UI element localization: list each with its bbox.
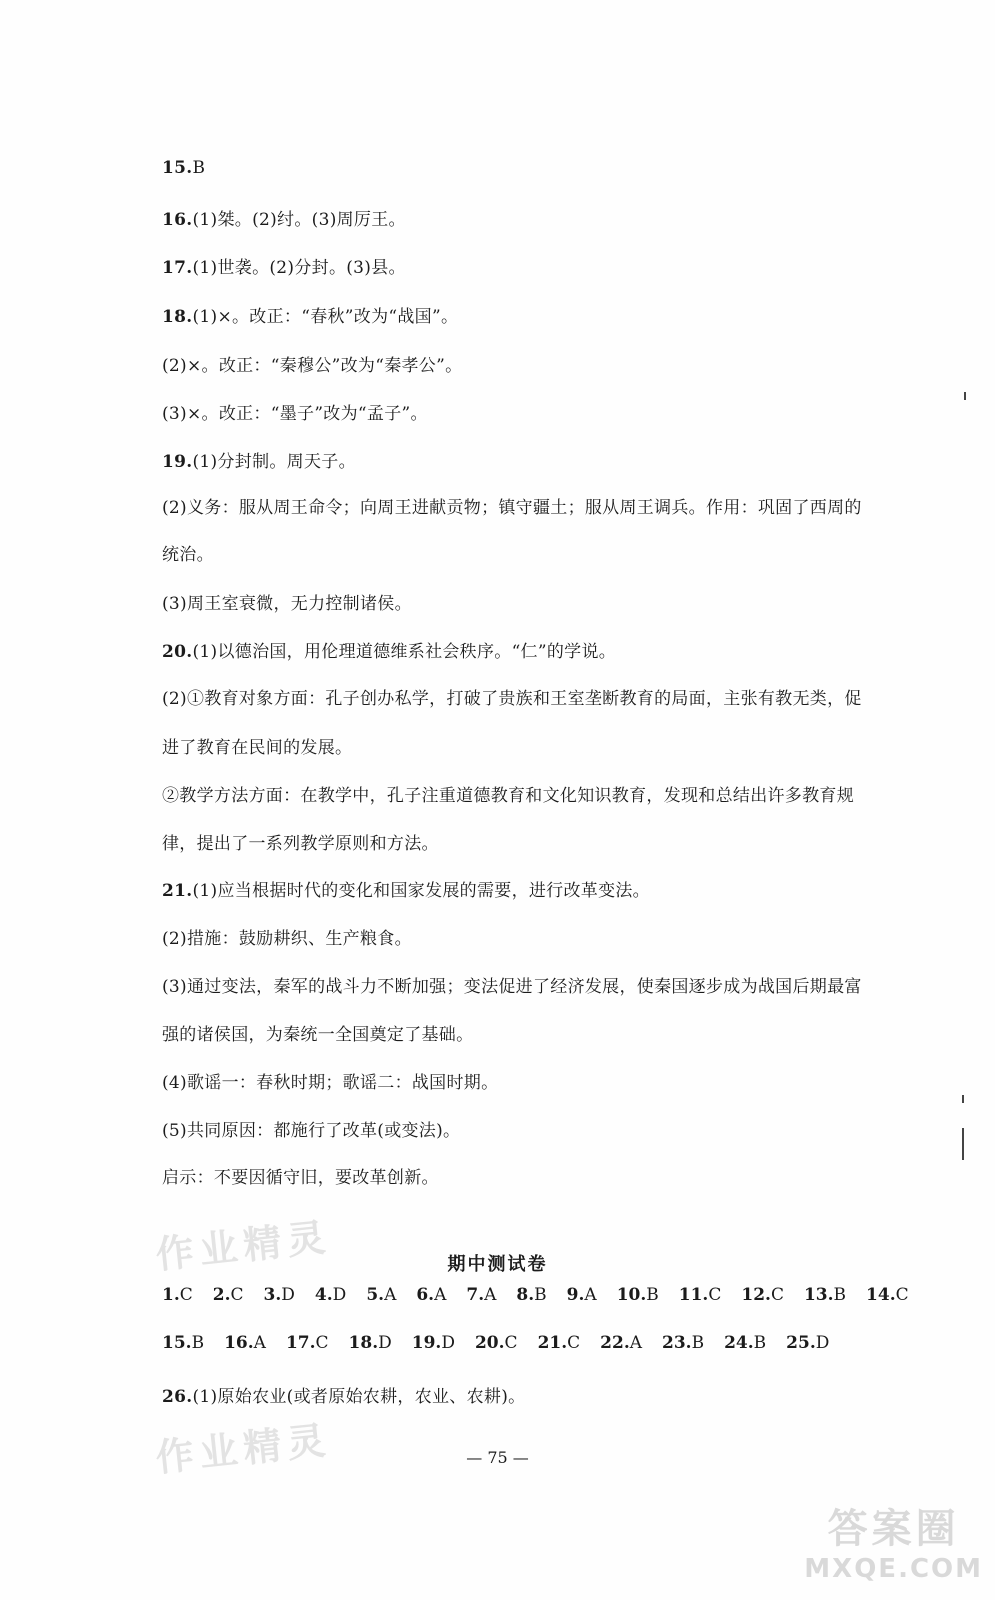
answer-text: (1)以德治国，用伦理道德维系社会秩序。“仁”的学说。 [192,642,617,662]
mc-choice: D [378,1333,392,1353]
mc-answer [349,1333,392,1353]
mc-choice: A [584,1285,597,1305]
question-number: 18. [162,307,193,327]
answer-text: 进了教育在民间的发展。 [162,738,353,758]
mc-answer [567,1285,597,1305]
mc-choice: B [833,1285,847,1305]
mc-choice: B [534,1285,547,1305]
mc-answer [466,1285,496,1305]
mc-choice: B [691,1333,705,1353]
site-logo [804,1497,983,1584]
mc-answer [866,1285,909,1305]
question-number: 16. [162,210,193,230]
answer-text: (1)世袭。(2)分封。(3)县。 [192,258,406,278]
mc-number: 17. [285,1333,316,1353]
answer-text: (3)通过变法，秦军的战斗力不断加强；变法促进了经济发展，使秦国逐步成为战国后期最富 [162,977,862,997]
scan-edge-mark [962,1128,964,1160]
question-number: 21. [162,881,193,901]
answer-line [162,158,205,178]
mc-answer [804,1285,846,1305]
question-number: 20. [162,642,193,662]
answer-line [162,876,650,901]
answer-line [162,399,428,424]
mc-number: 14. [866,1285,896,1305]
mc-choice: A [434,1285,447,1305]
mc-choice: D [332,1285,347,1305]
mc-number: 9. [566,1285,585,1305]
scan-edge-mark [964,392,966,400]
answer-text: (1)桀。(2)纣。(3)周厉王。 [192,210,406,230]
mc-number: 4. [314,1285,333,1305]
mc-answer [412,1333,455,1353]
mc-answer [617,1285,659,1305]
mc-answer [162,1285,193,1305]
answer-line [162,684,862,709]
mc-choice: C [504,1333,518,1353]
watermark: 作业精灵 [153,1214,334,1278]
mc-answer [162,1333,204,1353]
answer-line [162,540,214,565]
mc-number: 10. [616,1285,647,1305]
mc-choice: C [708,1285,722,1305]
mc-number: 20. [474,1333,505,1353]
q26-line [162,1382,525,1407]
mc-answer [213,1285,244,1305]
answer-line [162,589,412,614]
mc-choice: C [315,1333,329,1353]
answer-text: (2)×。改正：“秦穆公”改为“秦孝公”。 [162,356,463,376]
mc-choice: B [191,1333,205,1353]
answer-line [162,1163,439,1188]
mc-answers-row-1 [162,1285,929,1305]
answer-text: B [192,158,206,178]
mc-number: 1. [162,1285,180,1305]
mc-answer [224,1333,266,1353]
mc-number: 24. [724,1333,754,1353]
answer-line [162,1020,473,1045]
site-logo-bottom: MXQE.COM [804,1554,983,1584]
answer-text: (1)应当根据时代的变化和国家发展的需要，进行改革变法。 [192,881,650,901]
answer-text: (2)①教育对象方面：孔子创办私学，打破了贵族和王室垄断教育的局面，主张有教无类，促 [162,689,862,709]
answer-text: (3)×。改正：“墨子”改为“孟子”。 [162,404,428,424]
mc-number: 5. [366,1285,385,1305]
answer-line [162,924,412,949]
answer-text: ②教学方法方面：在教学中，孔子注重道德教育和文化知识教育，发现和总结出许多教育规 [162,786,854,806]
answer-line [162,1116,460,1141]
answer-line [162,972,862,997]
mc-choice: C [770,1285,784,1305]
answer-line [162,253,406,278]
mc-number: 8. [516,1285,535,1305]
mc-answer [786,1333,829,1353]
mc-answer [662,1333,704,1353]
mc-answers-row-2 [162,1333,849,1353]
answer-text: (1)×。改正：“春秋”改为“战国”。 [192,307,459,327]
answer-text: (2)措施：鼓励耕织、生产粮食。 [162,929,412,949]
mc-number: 22. [600,1333,630,1353]
answer-text: (4)歌谣一：春秋时期；歌谣二：战国时期。 [162,1073,499,1093]
mc-number: 15. [162,1333,192,1353]
answer-text: (2)义务：服从周王命令；向周王进献贡物；镇守疆土；服从周王调兵。作用：巩固了西周的 [162,498,862,518]
answer-line [162,733,352,758]
mc-number: 6. [416,1285,435,1305]
answer-line [162,829,439,854]
question-number: 17. [162,258,193,278]
mc-answer [264,1285,295,1305]
mc-choice: C [230,1285,244,1305]
mc-choice: D [441,1333,455,1353]
mc-choice: C [895,1285,909,1305]
mc-choice: D [281,1285,295,1305]
mc-choice: B [753,1333,767,1353]
mc-answer [741,1285,784,1305]
mc-number: 16. [224,1333,254,1353]
mc-choice: C [179,1285,193,1305]
answer-text: 强的诸侯国，为秦统一全国奠定了基础。 [162,1025,474,1045]
mc-answer [475,1333,518,1353]
mc-answer [315,1285,346,1305]
mc-answer [416,1285,446,1305]
answer-text: (1)原始农业(或者原始农耕，农业、农耕)。 [192,1387,526,1407]
question-number: 15. [162,158,193,178]
mc-answer [286,1333,329,1353]
mc-answer [538,1333,581,1353]
mc-choice: A [629,1333,643,1353]
mc-answer [366,1285,396,1305]
mc-number: 25. [786,1333,816,1353]
mc-choice: D [815,1333,830,1353]
mc-number: 13. [803,1285,834,1305]
mc-number: 7. [466,1285,485,1305]
section-title: 期中测试卷 [447,1254,548,1275]
mc-number: 3. [263,1285,282,1305]
answer-line [162,302,458,327]
mc-choice: A [384,1285,397,1305]
mc-choice: C [567,1333,581,1353]
mc-number: 11. [678,1285,709,1305]
mc-number: 12. [741,1285,771,1305]
mc-answer [600,1333,642,1353]
watermark: 作业精灵 [153,1417,334,1481]
question-number: 26. [162,1387,193,1407]
answer-text: (5)共同原因：都施行了改革(或变法)。 [162,1121,461,1141]
mc-answer [516,1285,546,1305]
mc-answer [679,1285,722,1305]
mc-choice: A [253,1333,266,1353]
answer-line [162,351,462,376]
mc-answer [724,1333,766,1353]
answer-text: 统治。 [162,545,214,565]
mc-choice: A [484,1285,497,1305]
answer-line [162,493,862,518]
answer-line [162,1068,498,1093]
scan-edge-mark [962,1095,964,1103]
mc-choice: B [646,1285,659,1305]
answer-text: 律，提出了一系列教学原则和方法。 [162,834,439,854]
mc-number: 19. [411,1333,442,1353]
mc-number: 23. [662,1333,692,1353]
site-logo-top: 答案圈 [827,1506,960,1552]
answer-line [162,205,406,230]
answer-line [162,637,616,662]
mc-number: 18. [348,1333,379,1353]
page-number: — 75 — [466,1448,529,1467]
answer-line [162,447,356,472]
answer-text: (3)周王室衰微，无力控制诸侯。 [162,594,412,614]
mc-number: 21. [537,1333,568,1353]
answer-line [162,781,854,806]
answer-text: 启示：不要因循守旧，要改革创新。 [162,1168,439,1188]
answer-text: (1)分封制。周天子。 [192,452,356,472]
mc-number: 2. [212,1285,231,1305]
question-number: 19. [162,452,193,472]
